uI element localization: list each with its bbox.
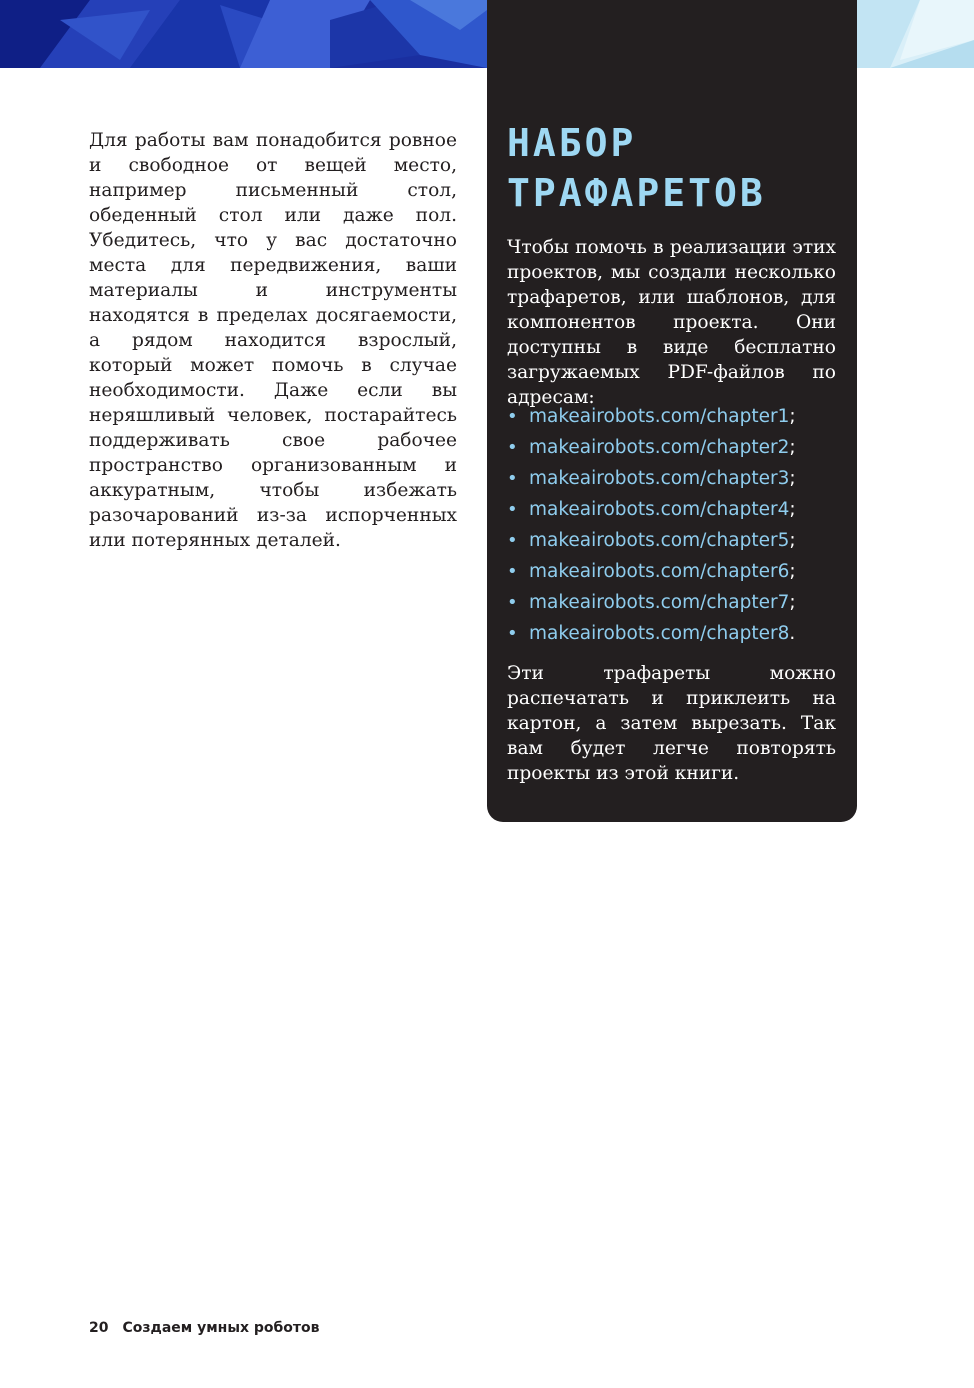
- page-footer: [89, 1318, 320, 1338]
- chapter-link-3[interactable]: makeairobots.com/chapter3: [529, 468, 790, 489]
- link-punct: ;: [789, 499, 796, 520]
- link-punct: ;: [789, 406, 796, 427]
- bullet-icon: •: [507, 499, 518, 520]
- sidebar-box: [487, 0, 857, 822]
- list-item: [507, 463, 847, 494]
- book-title: Создаем умных роботов: [122, 1320, 320, 1336]
- sidebar-title-line-2: ТРАФАРЕТОВ: [507, 171, 766, 215]
- link-punct: ;: [789, 468, 796, 489]
- page-number: 20: [89, 1320, 109, 1336]
- bullet-icon: •: [507, 406, 518, 427]
- sidebar-title-line-1: НАБОР: [507, 121, 637, 165]
- sidebar-title: [507, 118, 847, 218]
- link-punct: ;: [789, 561, 796, 582]
- chapter-link-2[interactable]: makeairobots.com/chapter2: [529, 437, 790, 458]
- link-punct: .: [789, 623, 796, 644]
- list-item: [507, 618, 847, 649]
- chapter-link-5[interactable]: makeairobots.com/chapter5: [529, 530, 790, 551]
- list-item: [507, 432, 847, 463]
- link-punct: ;: [789, 530, 796, 551]
- bullet-icon: •: [507, 437, 518, 458]
- chapter-link-1[interactable]: makeairobots.com/chapter1: [529, 406, 790, 427]
- sidebar-outro: Эти трафареты можно распечатать и приклеить на картон, а затем вырезать. Так вам будет легче повторять проекты из этой книги.: [507, 663, 836, 784]
- chapter-link-7[interactable]: makeairobots.com/chapter7: [529, 592, 790, 613]
- bullet-icon: •: [507, 623, 518, 644]
- list-item: [507, 525, 847, 556]
- list-item: [507, 556, 847, 587]
- bullet-icon: •: [507, 561, 518, 582]
- chapter-link-4[interactable]: makeairobots.com/chapter4: [529, 499, 790, 520]
- link-punct: ;: [789, 592, 796, 613]
- bullet-icon: •: [507, 468, 518, 489]
- bullet-icon: •: [507, 530, 518, 551]
- body-paragraph: Для работы вам понадобится ровное и свободное от вещей место, например письменный стол, обеденный стол или даже пол. Убедитесь, что у вас достаточно места для передвижения, ваши материалы и инструменты находятся в пределах досягаемости, а рядом находится взрослый, который может помочь в случае необходимости. Даже если вы неряшливый человек, постарайтесь поддерживать свое рабочее пространство организованным и аккуратным, чтобы избежать разочарований из-за испорченных или потерянных деталей.: [89, 130, 457, 551]
- bullet-icon: •: [507, 592, 518, 613]
- sidebar-intro: Чтобы помочь в реализации этих проектов, мы создали несколько трафаретов, или шаблонов, для компонентов проекта. Они доступны в виде бесплатно загружаемых PDF-файлов по адресам:: [507, 237, 836, 408]
- list-item: [507, 494, 847, 525]
- link-punct: ;: [789, 437, 796, 458]
- stencil-link-list: [507, 401, 847, 649]
- chapter-link-6[interactable]: makeairobots.com/chapter6: [529, 561, 790, 582]
- list-item: [507, 587, 847, 618]
- chapter-link-8[interactable]: makeairobots.com/chapter8: [529, 623, 790, 644]
- list-item: [507, 401, 847, 432]
